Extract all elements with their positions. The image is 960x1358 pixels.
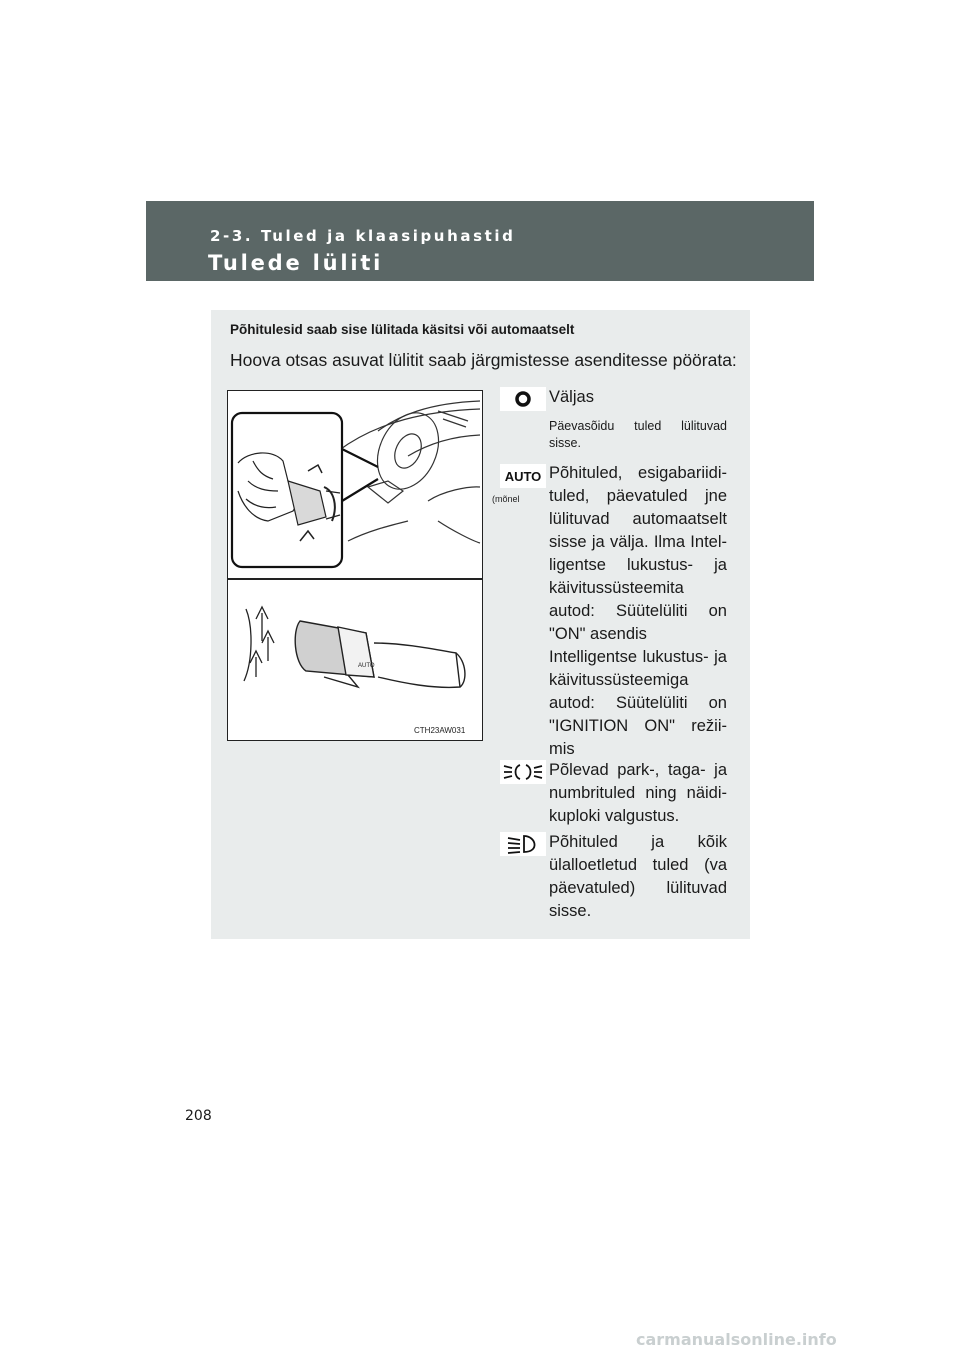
- auto-description: [549, 462, 727, 761]
- auto-description-main: Põhituled, esigabariidi-tuled, päevatuled jne lülituvad automaatselt sisse ja välja. Ilma Intel-ligentse lukustus- ja käivitussüsteemita: [549, 464, 727, 597]
- page-title: Tulede lüliti: [208, 251, 384, 275]
- illustration-code: CTH23AW031: [414, 726, 466, 735]
- off-icon: [500, 387, 546, 411]
- auto-description-no-smart-key: autod: Süütelüliti on "ON" asendis: [549, 602, 727, 643]
- footer-watermark[interactable]: carmanualsonline.info: [636, 1330, 837, 1349]
- page-number: 208: [185, 1108, 212, 1124]
- auto-icon-note: (mõnel: [492, 494, 520, 504]
- auto-icon-glyph: [500, 464, 546, 488]
- auto-switch-label: AUTO: [358, 663, 375, 669]
- subheading: Põhitulesid saab sise lülitada käsitsi või automaatselt: [230, 322, 575, 337]
- off-icon-glyph: [500, 387, 546, 411]
- off-note: Päevasõidu tuled lülituvad sisse.: [549, 419, 727, 450]
- headlight-icon: [500, 832, 546, 856]
- headlight-icon-glyph: [500, 832, 546, 856]
- off-label: Väljas: [549, 388, 594, 406]
- auto-icon: [500, 464, 546, 488]
- content-panel: [211, 310, 750, 939]
- parking-lights-icon: [500, 760, 546, 784]
- auto-icon-text: AUTO: [504, 469, 542, 484]
- intro-text: Hoova otsas asuvat lülitit saab järgmistesse asenditesse pöörata:: [230, 350, 737, 370]
- section-label: 2-3. Tuled ja klaasipuhastid: [210, 227, 516, 245]
- parking-lights-description: Põlevad park-, taga- ja numbrituled ning näidi-kuploki valgustus.: [549, 761, 727, 825]
- light-switch-lever-illustration: [228, 391, 482, 740]
- headlight-description: Põhituled ja kõik ülalloetletud tuled (va päevatuled) lülituvad sisse.: [549, 833, 727, 920]
- parking-lights-icon-glyph: [500, 760, 546, 784]
- light-switch-illustration: [227, 390, 483, 741]
- auto-description-smart-key: Intelligentse lukustus- ja käivitussüsteemiga autod: Süütelüliti on "IGNITION ON" režii-mis: [549, 648, 727, 758]
- section-header: [146, 201, 814, 281]
